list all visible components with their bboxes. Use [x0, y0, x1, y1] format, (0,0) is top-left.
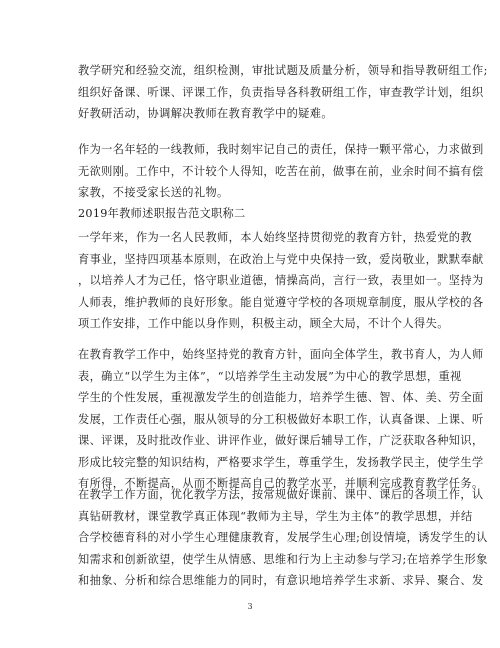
paragraph-line: 合学校德育科的对小学生心理健康教育，发展学生心理;创设情境，诱发学生的认	[78, 531, 488, 544]
page-number: 3	[247, 602, 253, 611]
paragraph-line: 真钻研教材，课堂教学真正体现“教师为主导，学生为主体”的教学思想，并结	[78, 509, 473, 523]
paragraph-line: 作为一名年轻的一线教师，我时刻牢记自己的责任，保持一颗平常心，力求做到	[78, 143, 484, 156]
paragraph-line: 在教育教学工作中，始终坚持党的教育方针，面向全体学生，教书育人，为人师	[78, 348, 484, 361]
section-heading: 2019年教师述职报告范文职称二	[78, 207, 246, 220]
paragraph-line: 发展，工作责任心强，服从领导的分工积极做好本职工作，认真备课、上课、听	[78, 412, 484, 426]
paragraph-3	[78, 227, 484, 335]
paragraph-line: 有所得，不断提高，从而不断提高自己的教学水平，并顺利完成教育教学任务。	[78, 477, 484, 490]
paragraph-line: 人师表，维护教师的良好形象。能自觉遵守学校的各项规章制度，服从学校的各	[78, 295, 484, 309]
paragraph-line: 一学年来，作为一名人民教师，本人始终坚持贯彻党的教育方针，热爱党的教	[78, 231, 472, 244]
paragraph-line: 好教研活动，协调解决教师在教育教学中的疑难。	[78, 107, 333, 120]
paragraph-line: 学生的个性发展，重视激发学生的创造能力，培养学生德、智、体、美、劳全面	[78, 391, 484, 404]
paragraph-line: 知需求和创新欲望，使学生从情感、思维和行为上主动参与学习;在培养学生形象	[78, 552, 488, 566]
paragraph-line: 项工作安排，工作中能以身作则，积极主动，顾全大局，不计个人得失。	[78, 317, 449, 330]
paragraph-line: 教学研究和经验交流，组织检测，审批试题及质量分析，领导和指导教研组工作;	[78, 64, 488, 77]
paragraph-line: 课、评课，及时批改作业、讲评作业，做好课后辅导工作，广泛获取各种知识，	[78, 434, 484, 447]
paragraph-5	[78, 484, 488, 592]
paragraph-line: 组织好备课、听课、评课工作，负责指导各科教研组工作，审查教学计划，组织	[78, 85, 484, 99]
paragraph-line: 育事业，坚持四项基本原则，在政治上与党中央保持一致，爱岗敬业，默默奉献	[78, 252, 484, 266]
paragraph-line: 无欲则刚。工作中，不计较个人得知，吃苦在前，做事在前，业余时间不搞有偿	[78, 164, 484, 178]
paragraph-line: 表，确立“以学生为主体”，“以培养学生主动发展”为中心的教学思想，重视	[78, 369, 462, 383]
paragraph-line: 形成比较完整的知识结构，严格要求学生，尊重学生，发扬教学民主，使学生学	[78, 455, 484, 469]
paragraph-1	[78, 60, 488, 125]
paragraph-2	[78, 139, 484, 204]
paragraph-line: 家教，不接受家长送的礼物。	[78, 186, 229, 199]
paragraph-line: 和抽象、分析和综合思维能力的同时，有意识地培养学生求新、求异、聚合、发	[78, 574, 484, 587]
paragraph-line: 在教学工作方面，优化教学方法，按常规做好课前、课中、课后的各项工作，认	[78, 488, 484, 501]
paragraph-line: ，以培养人才为己任，恪守职业道德，情操高尚，言行一致，表里如一。坚持为	[78, 274, 484, 287]
